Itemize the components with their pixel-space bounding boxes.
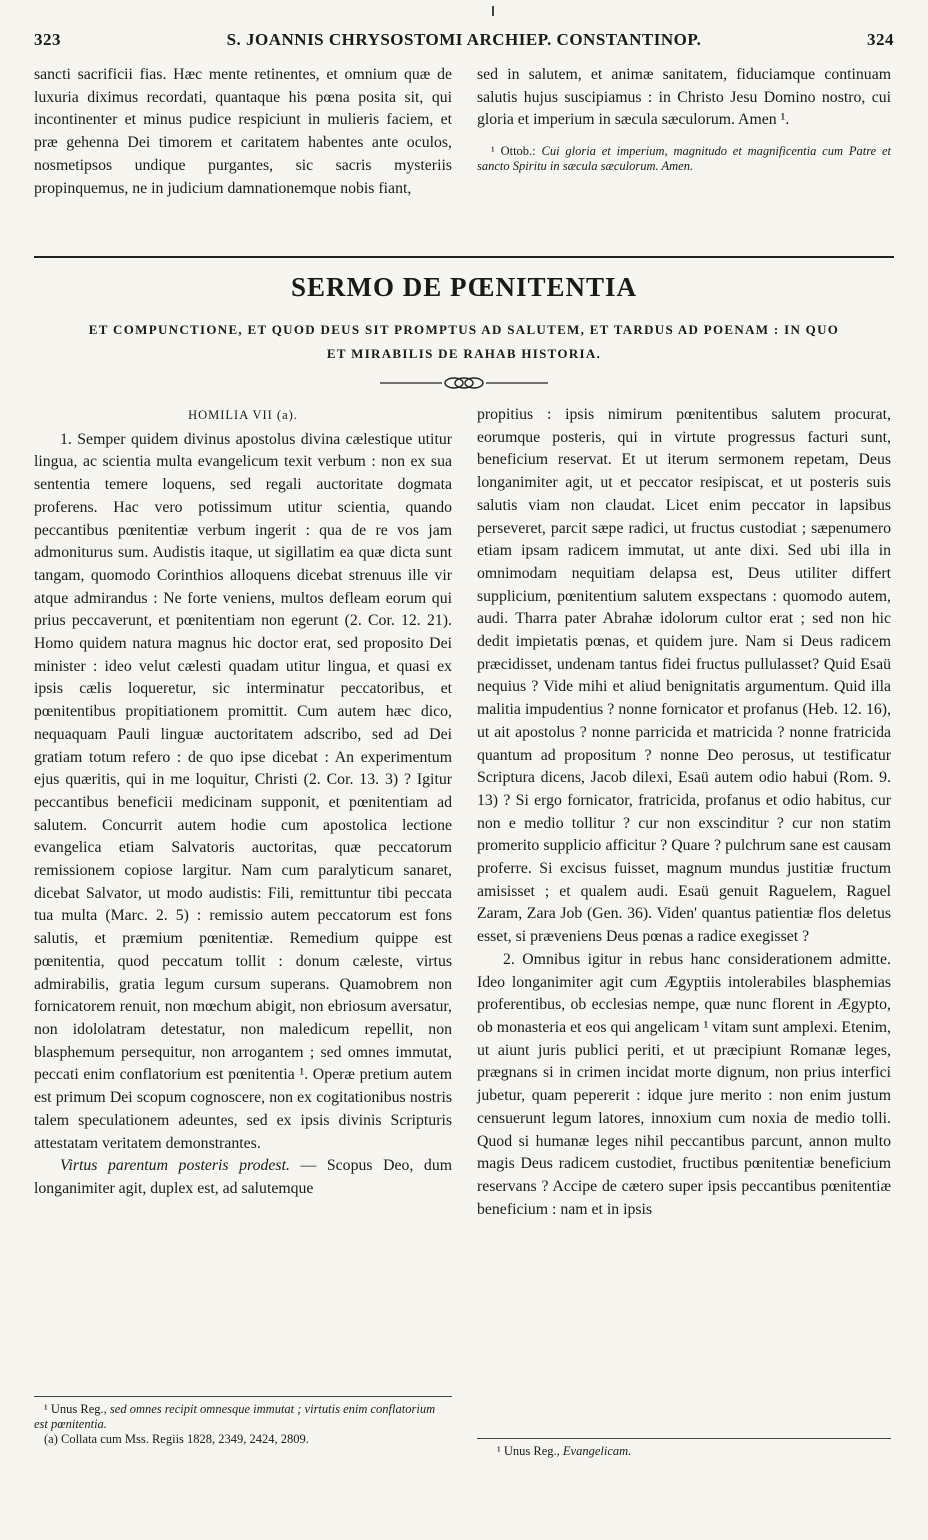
top-right-footnote (477, 144, 891, 174)
footnote-rule-right (477, 1438, 891, 1439)
ornament-divider-icon (380, 374, 548, 392)
main-right-column (477, 404, 891, 1221)
footnote-a: (a) Collata cum Mss. Regiis 1828, 2349, 2424, 2809. (44, 1432, 309, 1446)
running-title: S. JOANNIS CHRYSOSTOMI ARCHIEP. CONSTANTINOP. (226, 30, 702, 49)
subtitle-line-2: ET MIRABILIS DE RAHAB HISTORIA. (326, 346, 602, 361)
running-header (34, 30, 894, 54)
sermon-title: SERMO DE PŒNITENTIA (290, 272, 638, 302)
footnote-1-text: sed omnes recipit omnesque immutat ; virtutis enim conflatorium est pœnitentia. (34, 1402, 436, 1431)
virtus-text: — Scopus Deo, dum longanimiter agit, duplex est, ad salutemque (34, 1157, 453, 1197)
top-right-column (477, 64, 891, 174)
top-left-column (34, 64, 452, 200)
page-number-right: 324 (867, 30, 894, 49)
virtus-heading: Virtus parentum posteris prodest. (60, 1157, 290, 1175)
footnote-right-label: ¹ Unus Reg., (497, 1444, 560, 1458)
section-divider (34, 256, 894, 258)
paragraph-1-continued: propitius : ipsis nimirum pœnitentibus salutem procurat, eorumque posteris, qui in virtute progressus facturi sunt, beneficium reservat. Et ut iterum sermonem repetam, Deus longanimiter agit, ut et peccator resipiscat, et ut posteris suis salutis viam non claudat. Licet enim peccator in lapsibus perseveret, parcit sæpe radici, ut fructus custodiat ; sæpenumero etiam ipsam radicem immutat, ut ante dixi. Sed ubi illa in omnimodam nequitiam delapsa est, Deus utiliter differt supplicium, pœnitentium salutem exspectans : quomodo autem, audi. Tharra pater Abrahæ idolorum cultor erat ; sed non hic dedit impietatis pœnas, et quidem jure. Nam si Deus radicem præcidisset, undenam tantus fidei fructus pullulasset? Quid Esaü nequius ? Vide mihi et aliud benignitatis argumentum. Quid illa malitia impudentius ? nonne fornicator et profanus (Heb. 12. 16), ut ait apostolus ? nonne parricida et matricida ? nonne fratricida quantum ad propositum ? nonne Deo perosus, ut testificatur Scriptura dicens, Jacob dilexi, Esaü autem odio habui (Rom. 9. 13) ? Si ergo fornicator, fratricida, profanus et odio habitus, cur non e medio tollitur ? cur non exscinditur ? cur non statim promerito supplicio afficitur ? Quare ? pulchrum sane est causam proferre. Si excisus fuisset, magnum mundus justitiæ fructum amisisset ; et qualem audi. Esaü genuit Raguelem, Raguel Zaram, Zara Job (Gen. 36). Viden' quantus patientiæ flos deletus esset, si præveniens Deus pœnas a radice exegisset ? (477, 406, 891, 946)
paragraph-2: 2. Omnibus igitur in rebus hanc considerationem admitte. Ideo longanimiter agit cum Ægyptiis intolerabiles blasphemias proferentibus, ob ecclesias nempe, quæ nunc florent in Ægypto, ob monasteria et eos qui angelicam ¹ vitam sunt amplexi. Etenim, ut aiunt juris publici periti, et ut præcipiunt Romanæ leges, prægnans si in crimen incidat morte dignum, non prius interfici jubetur, quam pepererit : idque jure merito : non enim justum censuerunt legum latores, innoxium cum noxia de medio tolli. Quod si humanæ leges nihil peccantibus parcunt, annon multo magis Deus radicem custodiet, fructibus pœnitentiæ beneficium reservans ? Accipe de cætero super ipsis peccantibus pœnitentiæ beneficium : nam et in ipsis (477, 950, 891, 1218)
top-left-text: sancti sacrificii fias. Hæc mente retinentes, et omnium quæ de luxuria diximus recordati, quantaque his pœna posita sit, qui incontinenter et minus pudice respiciunt in mulieris faciem, et præ gehenna Dei timorem et caritatem habentes ante oculos, nosmetipsos undique purgantes, sic sacris mysteriis propinquemus, ne in judicium damnationemque nobis fiant, (34, 66, 452, 197)
footnotes-right (477, 1444, 891, 1459)
footnote-text: Cui gloria et imperium, magnitudo et magnificentia cum Patre et sancto Spiritu in sæcula sæculorum. Amen. (477, 144, 891, 174)
main-left-column (34, 404, 452, 1201)
paragraph-1: 1. Semper quidem divinus apostolus divina cælestique utitur lingua, ac scientia multa evangelicum texit verbum : non ex sua sententia temere loquens, sed regali auctoritate dogmata proferens. Hac vero potissimum utitur scientia, quando peccantibus pœnitentiæ verbum ingerit : qua de re vos jam admoniturus sum. Audistis itaque, ut sigillatim ea quæ dicta sunt tangam, quomodo Corinthios alloquens dicebat strenuus ille vir atque admirandus : Ne forte veniens, multos defleam eorum qui prius peccaverunt, et pœnitentiam non egerunt (2. Cor. 12. 21). Homo quidem natura magnus hic doctor erat, sed proposito Dei minister : ideo velut cælesti quadam utitur lingua, et quasi ex ipsis cælis loqueretur, sic interminatur peccatoribus, et pœnitentibus propitiationem promittit. Cum autem hæc dico, nequaquam Pauli linguæ auctoritatem adscribo, sed ad Dei gratiam totum refero : de quo ipse dicebat : An experimentum ejus quæritis, qui in me loquitur, Christi (2. Cor. 13. 3) ? Igitur peccantibus beneficii medicinam supponit, et pœnitentiam ad salutem. Concurrit autem hodie cum apostolica lectione evangelica etiam Salvatoris auctoritas, quæ peccatorum remissionem copiose largitur. Nam cum paralyticum sanaret, dicebat Salvator, ut modo audistis: Fili, remittuntur tibi peccata tua multa (Marc. 2. 5) : remissio autem peccatorum est fons salutis, et præmium pœnitentiæ. Remedium quippe est pœnitentia, quod peccatum tollit : donum cæleste, virtus admirabilis, gratia legum cursum superans. Quamobrem non fornicatorem renuit, non mœchum abigit, non ebriosum aversatur, non idololatram detestatur, non maledicum repellit, non blasphemum persequitur, non arrogantem ; sed omnes immutat, peccati enim conflatorium est pœnitentia ¹. Operæ pretium autem est primum Dei scopum cognoscere, non ex cogitationibus nostris talem speculationem adeuntes, sed ex ipsis divinis Scripturis attestatam veritatem demonstrantes. (34, 430, 452, 1152)
margin-mark (492, 6, 494, 16)
page-number-left: 323 (34, 30, 61, 49)
footnote-right-text: Evangelicam. (562, 1444, 632, 1458)
footnote-label: ¹ Ottob.: (491, 144, 536, 159)
homilia-heading: HOMILIA VII (a). (188, 408, 298, 422)
top-right-text: sed in salutem, et animæ sanitatem, fiduciamque continuam salutis hujus suscipiamus : in Christo Jesu Domino nostro, cui gloria et imperium in sæcula sæculorum. Amen ¹. (477, 66, 891, 129)
footnotes-left (34, 1402, 452, 1447)
footnote-rule-left (34, 1396, 452, 1397)
footnote-1-left (34, 1402, 452, 1432)
footnote-1-label: ¹ Unus Reg., (44, 1402, 107, 1416)
subtitle-line-1: ET COMPUNCTIONE, ET QUOD DEUS SIT PROMPTUS AD SALUTEM, ET TARDUS AD POENAM : IN QUO (88, 322, 840, 337)
paragraph-virtus (34, 1155, 452, 1200)
sermon-subtitle (34, 318, 894, 366)
